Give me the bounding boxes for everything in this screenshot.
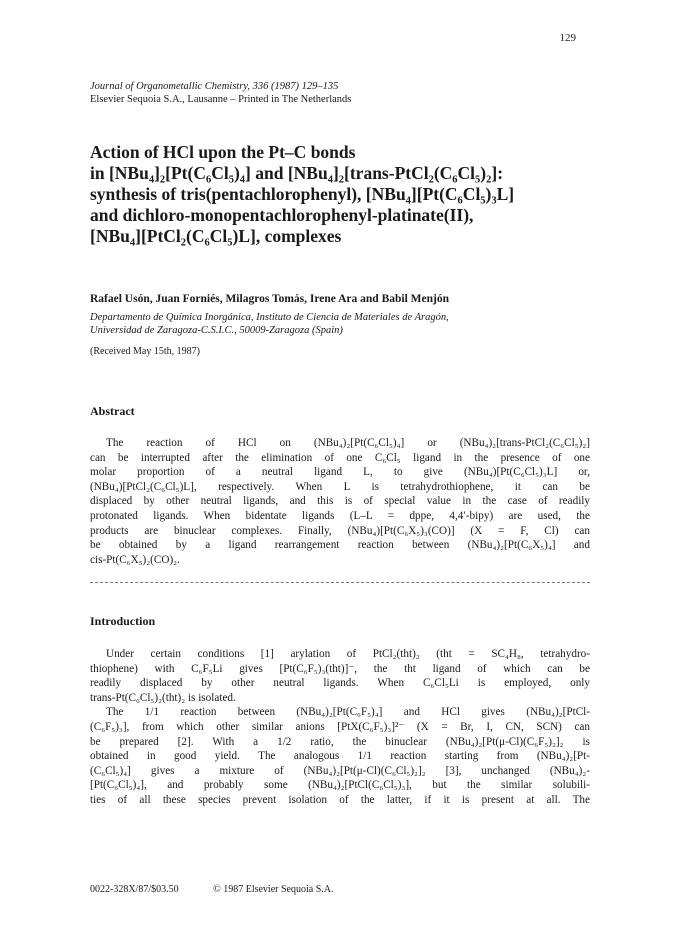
abstract-line: protonated ligands. When bidentate ligands (L–L = dppe, 4,4′-bipy) are used, the <box>90 509 590 522</box>
article-title <box>90 142 610 247</box>
issn-code: 0022-328X/87/$03.50 <box>90 884 179 895</box>
title-line: Action of HCl upon the Pt–C bonds <box>90 142 356 162</box>
intro-line: thiophene) with C₆F₅Li gives [Pt(C₆F₅)₃(tht)]⁻, the tht ligand of which can be <box>90 662 590 675</box>
title-line: [NBu₄][PtCl₂(C₆Cl₅)L], complexes <box>90 226 342 246</box>
introduction-heading: Introduction <box>90 614 156 628</box>
abstract-line: (NBu₄)[PtCl₂(C₆Cl₅)L], respectively. When L is tetrahydrothiophene, it can be <box>90 480 590 493</box>
intro-line: [Pt(C₆Cl₅)₄], and probably some (NBu₄)₂[PtCl(C₆Cl₅)₃], but the similar solubili- <box>90 779 590 792</box>
journal-citation: Journal of Organometallic Chemistry, 336 (1987) 129–135 <box>90 81 339 92</box>
abstract-body <box>90 436 590 567</box>
intro-line: (C₆F₅)₃], from which other similar anions [PtX(C₆F₅)₃]²⁻ (X = Br, I, CN, SCN) can <box>90 720 590 733</box>
intro-line: readily displaced by other neutral ligands. When C₆Cl₅Li is employed, only <box>90 677 590 690</box>
intro-line: Under certain conditions [1] arylation of PtCl₂(tht)₂ (tht = SC₄H₈, tetrahydro- <box>106 648 590 660</box>
title-line: in [NBu₄]₂[Pt(C₆Cl₅)₄] and [NBu₄]₂[trans-PtCl₂(C₆Cl₅)₂]: <box>90 163 504 183</box>
abstract-line: displaced by other neutral ligands, and this is of special value in the case of readily <box>90 495 590 508</box>
intro-line: (C₆Cl₅)₄] gives a mixture of (NBu₄)₂[Pt(μ-Cl)(C₆Cl₅)₂]₂ [3], unchanged (NBu₄)₂- <box>90 764 590 777</box>
page-number: 129 <box>559 32 576 44</box>
copyright-notice: © 1987 Elsevier Sequoia S.A. <box>213 884 334 895</box>
intro-line: be prepared [2]. With a 1/2 ratio, the binuclear (NBu₄)₂[Pt(μ-Cl)(C₆F₅)₂]₂ is <box>90 735 590 748</box>
introduction-body <box>90 647 590 808</box>
abstract-line: can be interrupted after the elimination of one C₆Cl₅ ligand in the presence of one <box>90 451 590 464</box>
section-divider <box>90 582 590 583</box>
abstract-line: cis-Pt(C₆X₅)₂(CO)₂. <box>90 553 180 566</box>
journal-publisher: Elsevier Sequoia S.A., Lausanne – Printed in The Netherlands <box>90 94 352 105</box>
affiliation-line: Departamento de Química Inorgánica, Instituto de Ciencia de Materiales de Aragón, <box>90 312 449 323</box>
intro-line: obtained in good yield. The analogous 1/1 reaction starting from (NBu₄)₂[Pt- <box>90 750 590 763</box>
author-list: Rafael Usón, Juan Forniés, Milagros Tomás, Irene Ara and Babil Menjón <box>90 293 449 305</box>
abstract-line: be obtained by a ligand rearrangement reaction between (NBu₄)₂[Pt(C₆X₅)₄] and <box>90 539 590 552</box>
affiliation <box>90 311 449 337</box>
abstract-line: products are binuclear complexes. Finally, (NBu₄)[Pt(C₆X₅)₃(CO)] (X = F, Cl) can <box>90 524 590 537</box>
abstract-heading: Abstract <box>90 404 135 418</box>
received-date: (Received May 15th, 1987) <box>90 346 200 357</box>
abstract-line: molar proportion of a neutral ligand L, to give (NBu₄)[Pt(C₆Cl₅)₃L] or, <box>90 466 590 479</box>
intro-line: The 1/1 reaction between (NBu₄)₂[Pt(C₆F₅)₄] and HCl gives (NBu₄)₂[PtCl- <box>106 706 590 719</box>
title-line: and dichloro-monopentachlorophenyl-platinate(II), <box>90 205 474 225</box>
journal-header <box>90 80 351 106</box>
page-footer <box>90 884 365 895</box>
affiliation-line: Universidad de Zaragoza-C.S.I.C., 50009-Zaragoza (Spain) <box>90 325 343 336</box>
title-line: synthesis of tris(pentachlorophenyl), [NBu₄][Pt(C₆Cl₅)₃L] <box>90 184 515 204</box>
intro-line: ties of all these species prevent isolation of the latter, if it is present at all. The <box>90 793 590 806</box>
intro-line: trans-Pt(C₆Cl₅)₂(tht)₂ is isolated. <box>90 691 236 704</box>
abstract-line: The reaction of HCl on (NBu₄)₂[Pt(C₆Cl₅)₄] or (NBu₄)₂[trans-PtCl₂(C₆Cl₅)₂] <box>106 437 590 449</box>
